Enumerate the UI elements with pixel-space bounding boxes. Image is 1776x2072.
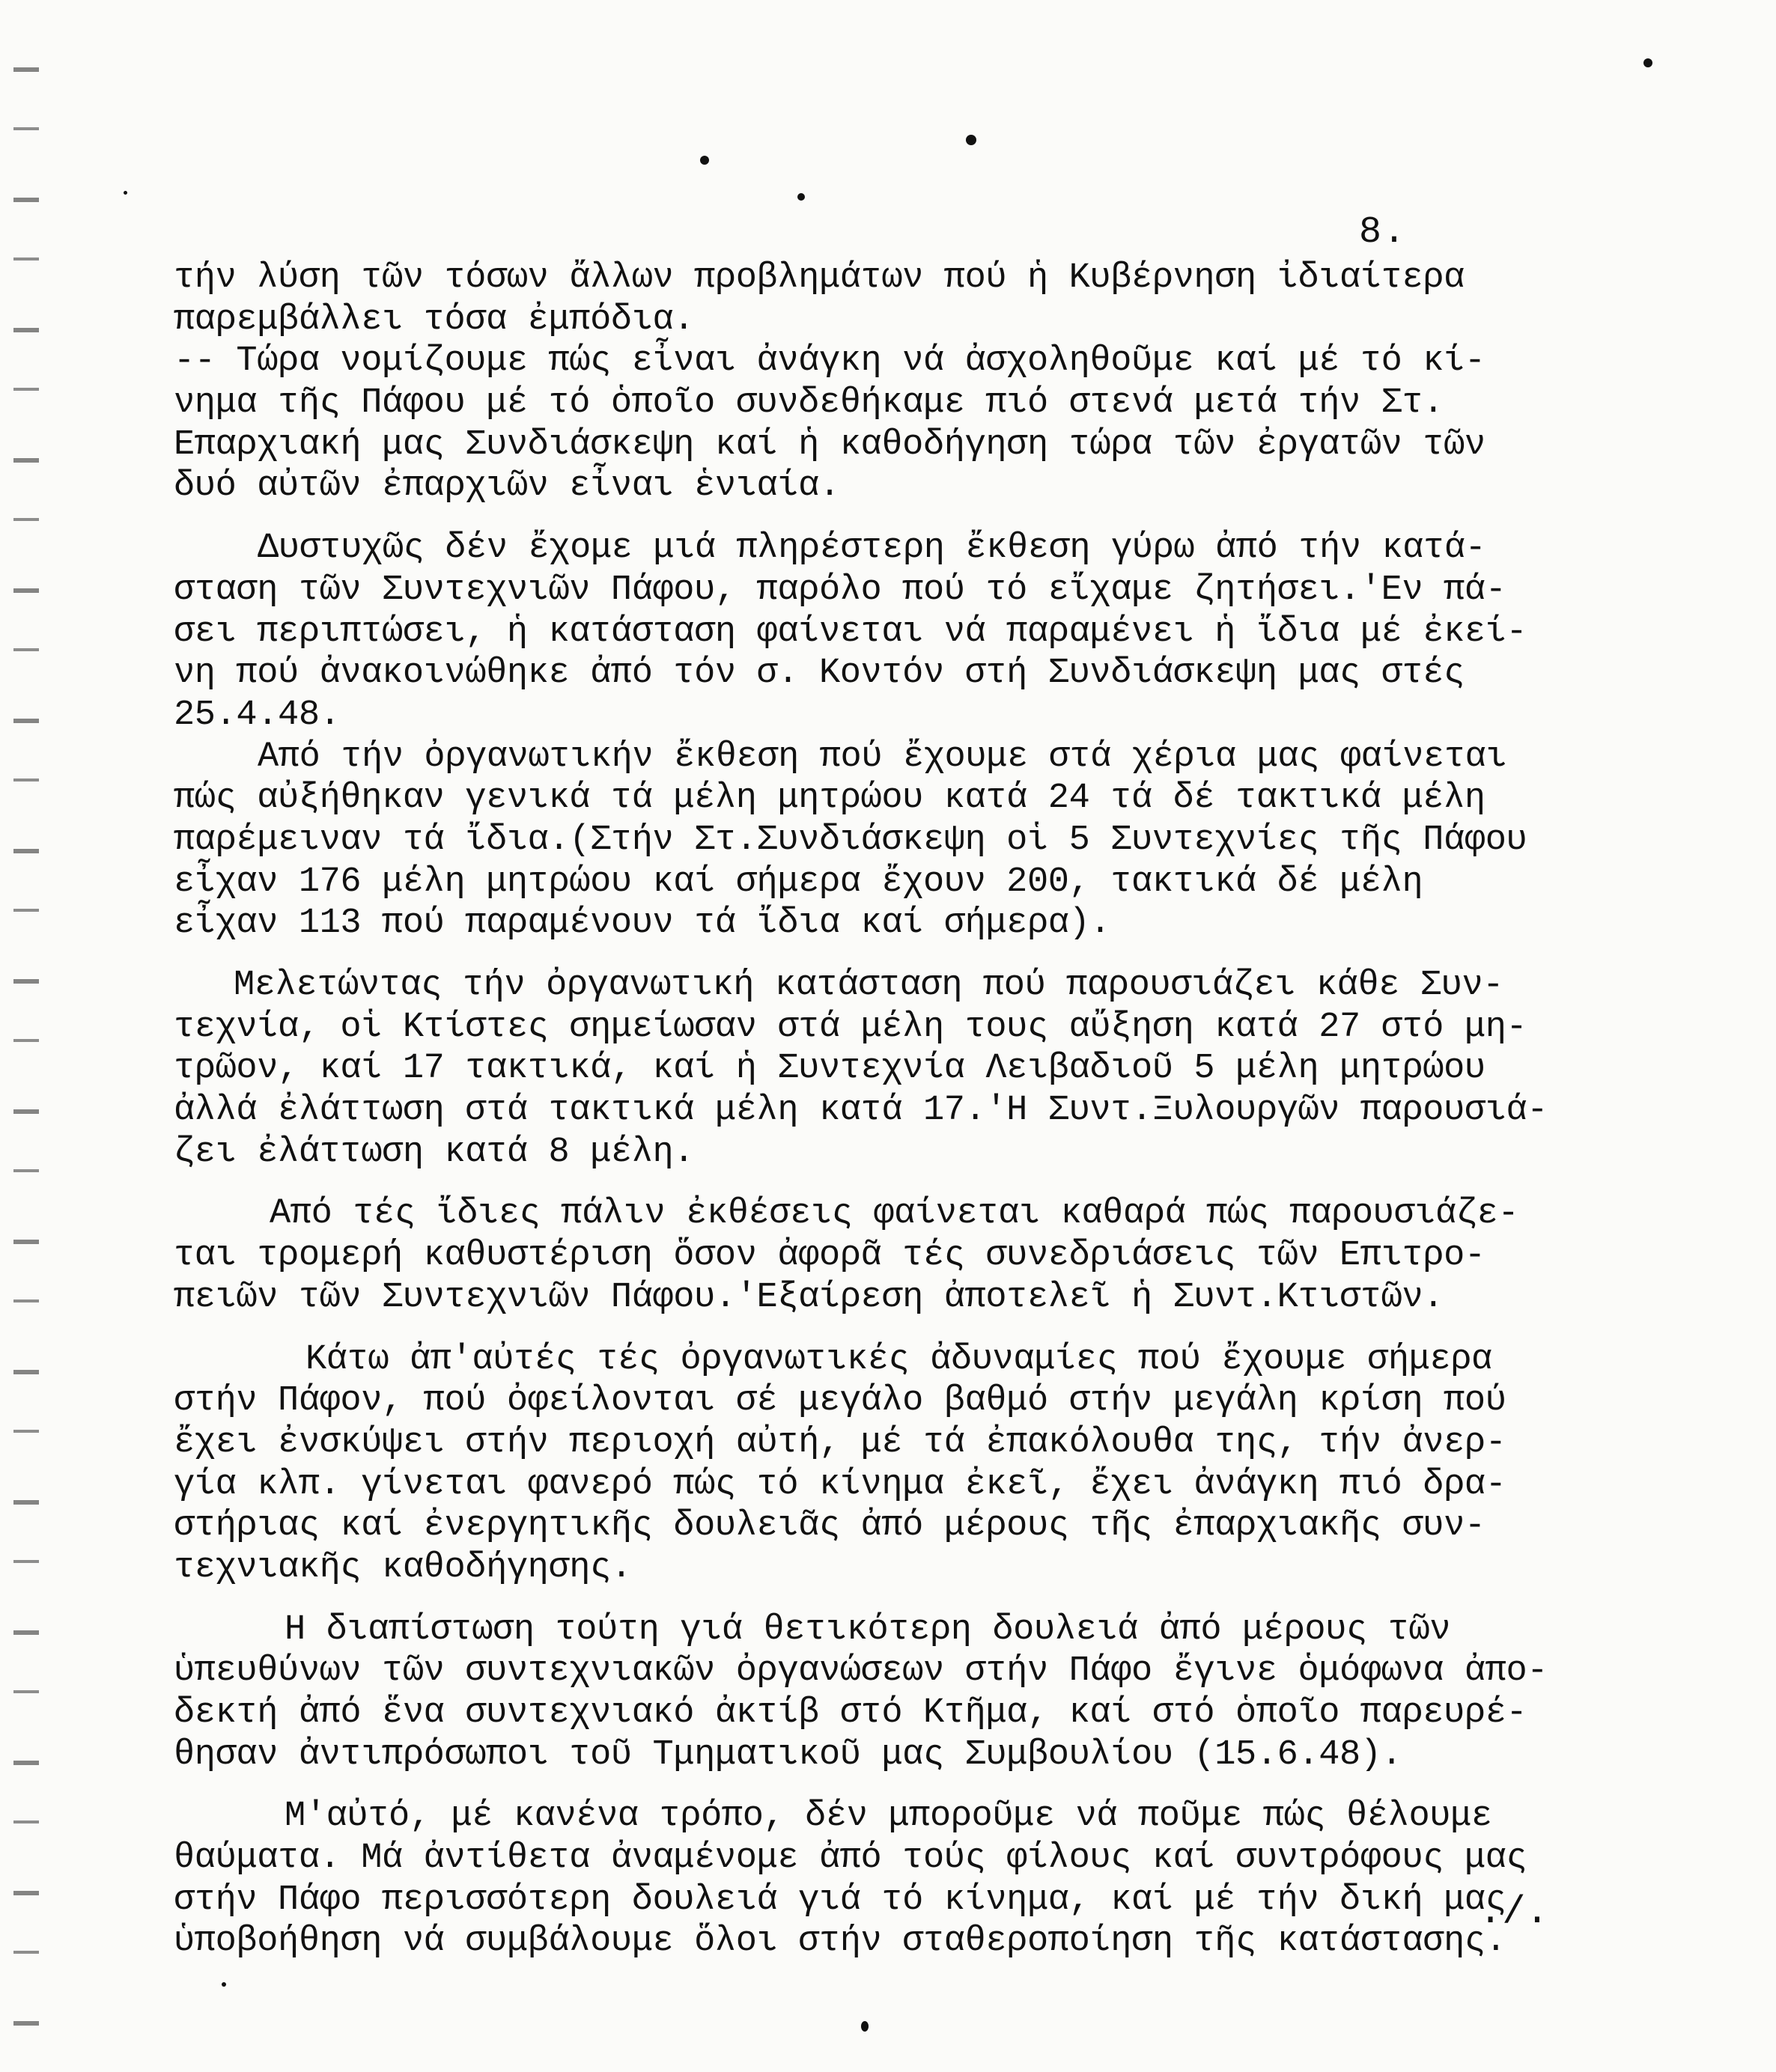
scan-speck — [1643, 58, 1652, 67]
body-text — [174, 258, 1671, 1963]
text-line: εἶχαν 113 πού παραμένουν τά ἴδια καί σήμερα). — [174, 904, 1111, 944]
text-line: τρῶον, καί 17 τακτικά, καί ἡ Συντεχνία Λειβαδιοῦ 5 μέλη μητρώου — [174, 1049, 1485, 1089]
scan-speck — [124, 191, 127, 195]
page-number: 8. — [1359, 211, 1408, 254]
text-line: δυό αὐτῶν ἐπαρχιῶν εἶναι ἑνιαία. — [174, 466, 840, 507]
text-line: στήν Πάφον, πού ὀφείλονται σέ μεγάλο βαθμό στήν μεγάλη κρίση πού — [174, 1381, 1506, 1422]
text-line: ἀλλά ἐλάττωση στά τακτικά μέλη κατά 17.'Η Συντ.Ξυλουργῶν παρουσιά- — [174, 1091, 1548, 1131]
text-line: ὑποβοήθηση νά συμβάλουμε ὅλοι στήν σταθεροποίηση τῆς κατάστασης. — [174, 1922, 1506, 1962]
text-line: Κάτω ἀπ'αὐτές τές ὀργανωτικές ἀδυναμίες πού ἔχουμε σήμερα — [305, 1339, 1492, 1380]
text-line: Η διαπίστωση τούτη γιά θετικότερη δουλειά ἀπό μέρους τῶν — [285, 1609, 1451, 1650]
text-line: 25.4.48. — [174, 695, 341, 735]
text-line: Από τές ἴδιες πάλιν ἐκθέσεις φαίνεται καθαρά πώς παρουσιάζε- — [270, 1194, 1519, 1234]
scan-speck — [861, 2021, 869, 2032]
text-line: τήν λύση τῶν τόσων ἄλλων προβλημάτων πού ἡ Κυβέρνηση ἰδιαίτερα — [174, 258, 1465, 298]
text-line: στήν Πάφο περισσότερη δουλειά γιά τό κίνημα, καί μέ τήν δική μας — [174, 1880, 1506, 1920]
text-line: ται τρομερή καθυστέριση ὅσον ἀφορᾶ τές συνεδριάσεις τῶν Επιτρο- — [174, 1236, 1485, 1276]
text-line: ἔχει ἐνσκύψει στήν περιοχή αὐτή, μέ τά ἐπακόλουθα της, τήν ἀνερ- — [174, 1422, 1506, 1463]
text-line: σταση τῶν Συντεχνιῶν Πάφου, παρόλο πού τό εἴχαμε ζητήσει.'Εν πά- — [174, 570, 1506, 610]
text-line: γία κλπ. γίνεται φανερό πώς τό κίνημα ἐκεῖ, ἔχει ἀνάγκη πιό δρα- — [174, 1464, 1506, 1505]
text-line: Μ'αὐτό, μέ κανένα τρόπο, δέν μποροῦμε νά ποῦμε πώς θέλουμε — [285, 1797, 1492, 1837]
text-line: Από τήν ὀργανωτικήν ἔκθεση πού ἔχουμε στά χέρια μας φαίνεται — [258, 737, 1507, 777]
text-line: παρέμειναν τά ἴδια.(Στήν Στ.Συνδιάσκεψη οἱ 5 Συντεχνίες τῆς Πάφου — [174, 820, 1527, 860]
text-line: ζει ἐλάττωση κατά 8 μέλη. — [174, 1132, 695, 1172]
text-line: νη πού ἀνακοινώθηκε ἀπό τόν σ. Κοντόν στή Συνδιάσκεψη μας στές — [174, 653, 1465, 694]
text-line: σει περιπτώσει, ἡ κατάσταση φαίνεται νά παραμένει ἡ ἴδια μέ ἐκεί- — [174, 612, 1527, 652]
text-line: Επαρχιακή μας Συνδιάσκεψη καί ἡ καθοδήγηση τώρα τῶν ἐργατῶν τῶν — [174, 424, 1485, 465]
text-line: εἶχαν 176 μέλη μητρώου καί σήμερα ἔχουν 200, τακτικά δέ μέλη — [174, 862, 1423, 902]
text-line: -- Τώρα νομίζουμε πώς εἶναι ἀνάγκη νά ἀσχοληθοῦμε καί μέ τό κί- — [174, 341, 1485, 382]
text-line: νημα τῆς Πάφου μέ τό ὁποῖο συνδεθήκαμε πιό στενά μετά τήν Στ. — [174, 383, 1444, 424]
scan-edge-shadow — [13, 0, 39, 2072]
text-line: στήριας καί ἐνεργητικῆς δουλειᾶς ἀπό μέρους τῆς ἐπαρχιακῆς συν- — [174, 1506, 1485, 1547]
text-line: ὑπευθύνων τῶν συντεχνιακῶν ὀργανώσεων στήν Πάφο ἔγινε ὁμόφωνα ἀπο- — [174, 1651, 1548, 1692]
text-line: πειῶν τῶν Συντεχνιῶν Πάφου.'Εξαίρεση ἀποτελεῖ ἡ Συντ.Κτιστῶν. — [174, 1277, 1444, 1317]
text-line: τεχνιακῆς καθοδήγησης. — [174, 1547, 632, 1588]
scan-speck — [966, 135, 976, 145]
text-line: δεκτή ἀπό ἕνα συντεχνιακό ἀκτίβ στό Κτῆμα, καί στό ὁποῖο παρευρέ- — [174, 1693, 1527, 1733]
text-line: παρεμβάλλει τόσα ἐμπόδια. — [174, 299, 695, 340]
scan-speck — [797, 193, 805, 201]
scan-speck — [222, 1982, 226, 1987]
text-line: Μελετώντας τήν ὀργανωτική κατάσταση πού παρουσιάζει κάθε Συν- — [234, 966, 1504, 1005]
text-line: Δυστυχῶς δέν ἔχομε μιά πληρέστερη ἔκθεση γύρω ἀπό τήν κατά- — [258, 528, 1486, 569]
scan-speck — [700, 156, 709, 165]
text-line: τεχνία, οἱ Κτίστες σημείωσαν στά μέλη τους αὔξηση κατά 27 στό μη- — [174, 1007, 1527, 1047]
text-line: πώς αὐξήθηκαν γενικά τά μέλη μητρώου κατά 24 τά δέ τακτικά μέλη — [174, 778, 1485, 819]
text-line: θαύματα. Μά ἀντίθετα ἀναμένομε ἀπό τούς φίλους καί συντρόφους μας — [174, 1838, 1527, 1879]
closing-mark: ./. — [1479, 1890, 1549, 1934]
text-line: θησαν ἀντιπρόσωποι τοῦ Τμηματικοῦ μας Συμβουλίου (15.6.48). — [174, 1734, 1402, 1775]
